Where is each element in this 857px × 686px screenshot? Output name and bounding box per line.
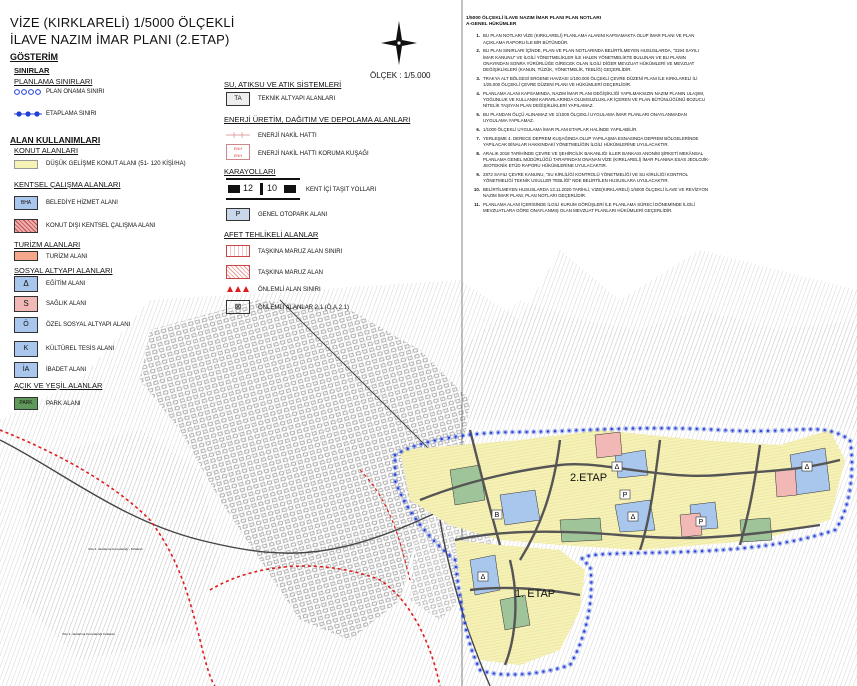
plan-note-text: BELİRTİLMEYEN HUSUSLARDA 13.11.2020 TARİHLİ, VİZE(KIRKLARELİ) 1/5000 ÖLÇEKLİ İLAVE VE REVİZYON NAZIM İMAR PLANI, PLAN NOTLARI GEÇERLİDİR. xyxy=(483,187,709,199)
legend-planlama-sinirlari: PLANLAMA SINIRLARI xyxy=(14,77,93,86)
plan-note-text: BU PLAN NOTLARI VİZE (KIRKLARELİ) PLANLAMA ALANINI KAPSAMAKTA OLUP İMAR PLANI VE PLAN AÇIKLAMA RAPORU İLE BİR BÜTÜNDÜR. xyxy=(483,33,695,45)
svg-text:B: B xyxy=(494,512,500,519)
swatch-ozel-sosyal: Ö xyxy=(14,317,38,333)
plan-note xyxy=(466,48,710,73)
legend-etaplama: ETAPLAMA SINIRI xyxy=(46,111,97,117)
plan-note-text: PLANLAMA ALANI İÇERİSİNDE İLGİLİ KURUM GÖRÜŞLERİ İLE PLANLAMA SÜRECİ DÖNEMİNDE İLGİLİ MEVZUATLARA GÖRE ONAYLANMIŞ OLAN MEVZUAT PLANLARI HÜKÜMLERİ GEÇERLİDİR. xyxy=(483,202,696,214)
enerji-hatti-symbol xyxy=(226,131,250,139)
enh-code-bottom: ENH xyxy=(233,153,243,158)
plan-note xyxy=(466,91,710,110)
legend-egitim: EĞİTİM ALANI xyxy=(46,281,86,287)
plan-note-text: 2872 SAYILI ÇEVRE KANUNU, "SU KİRLİLİĞİ KONTROLÜ YÖNETMELİĞİ VE SU KİRLİLİĞİ KONTROL YÖNETMELİĞİ TEKNİK USULLER TEBLİĞİ" NDE BELİRTİLEN HUSUSLARA UYULACAKTIR. xyxy=(483,172,688,184)
etaplama-siniri-symbol xyxy=(14,110,42,118)
legend-enerji-koruma: ENERJİ NAKİL HATTI KORUMA KUŞAĞI xyxy=(258,151,369,157)
legend-teknik-altyapi: TEKNİK ALTYAPI ALANLARI xyxy=(258,96,336,102)
plan-note xyxy=(466,202,710,214)
label-etap2: 2.ETAP xyxy=(570,472,608,484)
legend-belediye: BELEDİYE HİZMET ALANI xyxy=(46,200,118,206)
legend-saglik: SAĞLIK ALANI xyxy=(46,301,87,307)
enh-code-top: ENH xyxy=(233,146,243,151)
plan-note-text: BU PLANDAN ÖLÇÜ ALINAMAZ VE 1/1000 ÖLÇEKLİ UYGULAMA İMAR PLANLARI ONAYLANMADAN UYGULAMA YAPILAMAZ. xyxy=(483,112,687,124)
svg-text:P: P xyxy=(698,519,704,526)
plan-note-text: ARALIK 2018 TARİHİNDE ÇEVRE VE ŞEHİRCİLİK BAKANLIĞI İLLER BANKASI ANONİM ŞİRKETİ MEKÂNSAL PLANLAMA GENEL MÜDÜRLÜĞÜ TARAFINDAN ONANAN VİZE (KIRKLARELİ) İMAR PLANINA ESAS JEOLOJİK-JEOTEKNİK ETÜD RAPORU HÜKÜMLERİNE UYULACAKTIR. xyxy=(483,150,710,169)
plan-notes xyxy=(466,16,710,217)
plan-note-number: 3. xyxy=(476,75,480,81)
legend-dusuk-gelisme: DÜŞÜK GELİŞME KONUT ALANI (51- 120 KİŞİ/HA) xyxy=(46,161,186,167)
legend-kentsel-calisma: KENTSEL ÇALIŞMA ALANLARI xyxy=(14,180,121,189)
plan-note xyxy=(466,76,710,88)
swatch-residential xyxy=(14,160,38,169)
legend-ozel-sosyal: ÖZEL SOSYAL ALTYAPI ALANI xyxy=(46,322,131,328)
onlemli-siniri-symbol xyxy=(226,285,250,293)
road-left-width: 12 xyxy=(243,183,254,193)
legend-onlemli-siniri: ÖNLEMLİ ALAN SINIRI xyxy=(258,287,321,293)
legend-kulturel: KÜLTÜREL TESİS ALANI xyxy=(46,346,115,352)
plan-note xyxy=(466,187,710,199)
swatch-konut-disi xyxy=(14,219,38,233)
zone-health xyxy=(775,468,797,497)
legend-enerji: ENERJİ ÜRETİM, DAĞITIM VE DEPOLAMA ALANLARI xyxy=(224,115,411,124)
swatch-saglik: S xyxy=(14,296,38,312)
plan-note xyxy=(466,112,710,124)
svg-text:Δ: Δ xyxy=(480,574,486,581)
map-label-a: Vize 2. Jandarma Komutanlığı - Kırklareli xyxy=(88,547,143,551)
zone-education xyxy=(500,490,540,525)
legend-park: PARK ALANI xyxy=(46,401,81,407)
svg-text:Δ: Δ xyxy=(614,464,620,471)
legend-enerji-hatti: ENERJİ NAKİL HATTI xyxy=(258,133,317,139)
plan-note xyxy=(466,172,710,184)
legend-afet: AFET TEHLİKELİ ALANLAR xyxy=(224,230,319,239)
swatch-bha: BHA xyxy=(14,196,38,210)
plan-note-number: 10. xyxy=(473,187,480,193)
legend-plan-onama: PLAN ONAMA SINIRI xyxy=(46,89,105,95)
legend-taskina-alan: TAŞKINA MARUZ ALAN xyxy=(258,270,323,276)
legend-onlemli-alan: ÖNLEMLİ ALANLAR 2.1 (Ö.A.2.1) xyxy=(258,305,350,311)
plan-note-text: PLANLAMA ALANI KAPSAMINDA, NAZIM İMAR PLANI DEĞİŞİKLİĞİ YAPILMAKSIZIN NAZIM PLANIN ULAŞIM, YOĞUNLUK VE KULLANIM KARARLARINDA OLUMSUZLUKLAR İÇEREN VE PLAN BÜTÜNLÜĞÜNÜ BOZUCU NİTELİK TAŞIYAN PLAN DEĞİŞİKLİKLERİ YAPILAMAZ. xyxy=(483,90,706,109)
legend-kent-ici-yol: KENT İÇİ TAŞIT YOLLARI xyxy=(306,187,377,193)
plan-note-number: 9. xyxy=(476,172,480,178)
legend-otopark: GENEL OTOPARK ALANI xyxy=(258,212,328,218)
plan-note-text: 1/1000 ÖLÇEKLİ UYGULAMA İMAR PLANI ETAPLAR HALİNDE YAPILABİLİR. xyxy=(483,127,638,133)
plan-note xyxy=(466,33,710,45)
svg-text:Δ: Δ xyxy=(804,464,810,471)
plan-note-number: 1. xyxy=(476,33,480,39)
plan-note-number: 8. xyxy=(476,150,480,156)
map-label-b: Vize 2. Jandarma Komutanlığı Kırklareli xyxy=(62,632,115,636)
label-etap1: 1. ETAP xyxy=(515,588,556,600)
swatch-egitim: Δ xyxy=(14,276,38,292)
swatch-taskina-siniri xyxy=(226,245,250,257)
swatch-park: PARK xyxy=(14,397,38,410)
swatch-onlemli: ⊠ xyxy=(226,300,250,314)
swatch-p: P xyxy=(226,208,250,221)
plan-note-number: 11. xyxy=(474,202,480,208)
legend-taskina-siniri: TAŞKINA MARUZ ALAN SINIRI xyxy=(258,249,343,255)
legend-konut-disi: KONUT DIŞI KENTSEL ÇALIŞMA ALANI xyxy=(46,223,156,229)
legend-acik-yesil: AÇIK VE YEŞİL ALANLAR xyxy=(14,381,103,390)
swatch-taskina-alan xyxy=(226,265,250,279)
swatch-enh xyxy=(226,144,250,160)
legend-ibadet: İBADET ALANI xyxy=(46,367,87,373)
svg-text:P: P xyxy=(622,492,628,499)
plan-note-number: 4. xyxy=(476,90,480,96)
legend-sinirlar: SINIRLAR xyxy=(14,66,50,75)
map-title-line2: İLAVE NAZIM İMAR PLANI (2.ETAP) xyxy=(10,32,230,47)
plan-note-text: TRAKYA ALT BÖLGESİ ERGENE HAVZASI 1/100.000 ÖLÇEKLİ ÇEVRE DÜZENİ PLANI İLE KIRKLARELİ İLİ 1/25.000 ÖLÇEKLİ ÇEVRE DÜZENİ PLANI VE HÜKÜMLERİ GEÇERLİDİR. xyxy=(483,75,698,88)
plan-note-text: YERLEŞME 4. DERECE DEPREM KUŞAĞINDA OLUP YAPILAŞMA ESNASINDA DEPREM BÖLGELERİNDE YAPILACAK BİNALAR HAKKINDAKİ YÖNETMELİĞİN İLGİLİ HÜKÜMLERİNE UYULACAKTIR. xyxy=(483,135,699,148)
notes-title: 1/5000 ÖLÇEKLİ İLAVE NAZIM İMAR PLANI PLAN NOTLARI xyxy=(466,16,602,21)
legend-su-atiksu: SU, ATIKSU VE ATIK SİSTEMLERİ xyxy=(224,80,342,89)
plan-note-number: 7. xyxy=(476,135,480,141)
swatch-ibadet: İA xyxy=(14,362,38,378)
swatch-kulturel: K xyxy=(14,341,38,357)
map-title-line1: VİZE (KIRKLARELİ) 1/5000 ÖLÇEKLİ xyxy=(10,15,235,30)
plan-note-number: 6. xyxy=(476,127,480,133)
legend-konut-alanlari: KONUT ALANLARI xyxy=(14,146,79,155)
notes-list xyxy=(466,33,710,214)
legend-turizm-alani: TURİZM ALANI xyxy=(46,254,88,260)
swatch-turizm xyxy=(14,251,38,261)
svg-text:Δ: Δ xyxy=(630,514,636,521)
plan-note-number: 2. xyxy=(476,48,480,54)
legend-sosyal-altyapi: SOSYAL ALTYAPI ALANLARI xyxy=(14,266,113,275)
legend-heading: GÖSTERİM xyxy=(10,52,59,62)
legend-karayollari: KARAYOLLARI xyxy=(224,167,276,176)
zone-health xyxy=(595,432,622,458)
plan-onama-siniri-symbol xyxy=(14,88,42,96)
plan-note-text: BU PLAN SINIRLARI İÇİNDE, PLAN VE PLAN NOTLARINDA BELİRTİLMEYEN HUSUSLARDA, "3194 SAYILI İMAR KANUNU" VE İLGİLİ YÖNETMELİKLER İLE HALEN YÖNETMELİKTE BULUNAN VE BU PLANIN ONAYINDAN SONRA YÜRÜRLÜĞE GİRECEK OLAN İLGİLİ DİĞER MEVZUAT HÜKÜMLERİ VE MEVZUAT DEĞİŞİKLİKLERİ (KANUN, TÜZÜK, YÖNETMELİK, TEBLİĞ) GEÇERLİDİR. xyxy=(483,48,699,73)
road-right-width: 10 xyxy=(267,183,278,193)
scale-label: ÖLÇEK : 1/5.000 xyxy=(370,71,431,80)
road-symbol xyxy=(226,178,300,200)
plan-note xyxy=(466,136,710,148)
plan-note xyxy=(466,127,710,133)
plan-note xyxy=(466,151,710,170)
swatch-ta: TA xyxy=(226,92,250,106)
north-arrow xyxy=(381,21,417,65)
plan-note-number: 5. xyxy=(476,112,480,118)
notes-subtitle: A-GENEL HÜKÜMLER xyxy=(466,22,517,28)
legend-alan-kullanimlari: ALAN KULLANIMLARI xyxy=(10,135,101,145)
zone-park xyxy=(560,518,602,542)
map-title xyxy=(10,14,235,48)
legend-turizm-alanlari: TURİZM ALANLARI xyxy=(14,240,81,249)
